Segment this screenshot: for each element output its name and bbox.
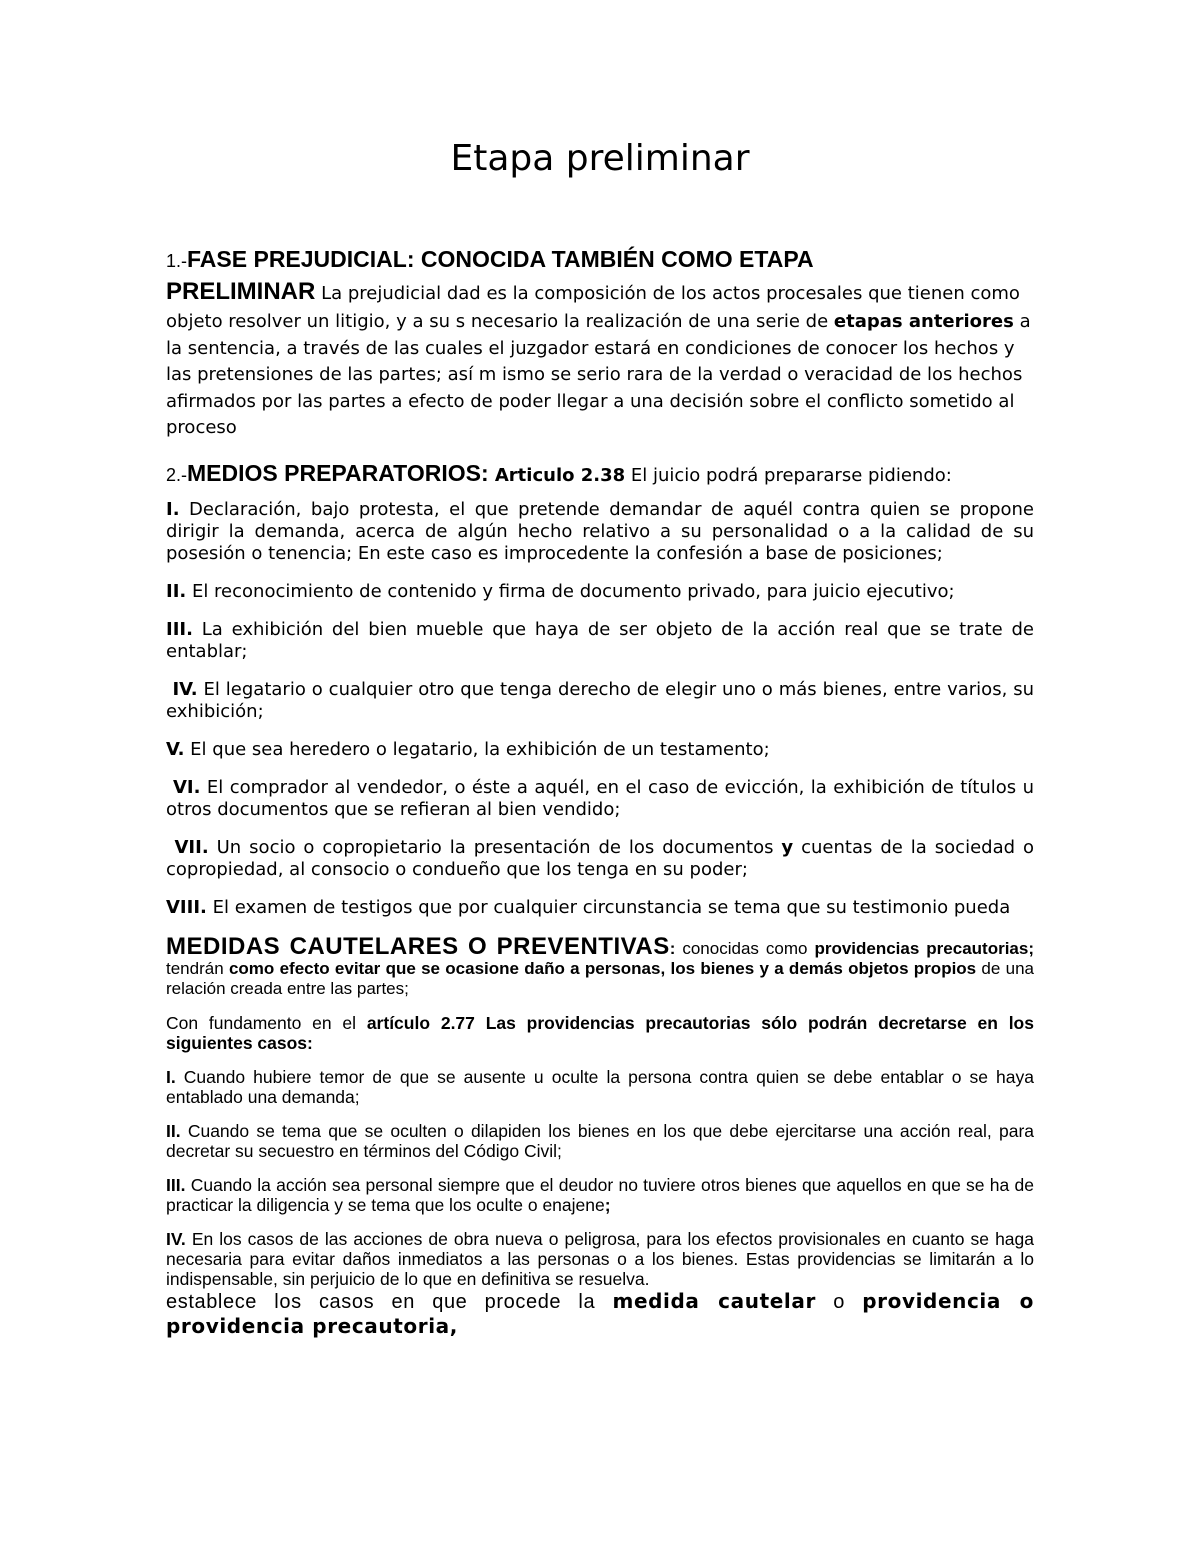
item-number: II. bbox=[166, 1120, 181, 1141]
case-item bbox=[166, 1067, 1034, 1107]
section-heading: FASE PREJUDICIAL: CONOCIDA TAMBIÉN COMO ETAPA bbox=[187, 246, 814, 272]
item-text: La exhibición del bien mueble que haya de ser objeto de la acción real que se trate de entablar; bbox=[166, 618, 1034, 662]
item-number: IV. bbox=[166, 678, 198, 700]
item-text: El legatario o cualquier otro que tenga derecho de elegir uno o más bienes, entre varios, su exhibición; bbox=[166, 678, 1034, 722]
paragraph-text: La prejudicial dad es la composición de los actos procesales que tienen como objeto resolver un litigio, y a su s necesario la realización de una serie de bbox=[166, 283, 1020, 332]
item-number: I. bbox=[166, 498, 180, 520]
article-reference: Articulo 2.38 bbox=[488, 464, 626, 486]
item-number: IV. bbox=[166, 1228, 186, 1249]
item-text: En los casos de las acciones de obra nueva o peligrosa, para los efectos provisionales en cuanto se haga necesaria para evitar daños inmediatos a las personas o a los bienes. Estas providencias se limitarán a lo indispensable, sin perjuicio de lo que en definitiva se resuelva. bbox=[166, 1228, 1034, 1289]
section-medidas-cautelares bbox=[166, 932, 1034, 999]
case-item bbox=[166, 1121, 1034, 1161]
paragraph-text: a la sentencia, a través de las cuales el juzgador estará en condiciones de conocer los hechos y las pretensiones de las partes; así m ismo se serio rara de la verdad o veracidad de los hechos afirmados por las partes a efecto de poder llegar a una decisión sobre el conflicto sometido al proceso bbox=[166, 311, 1031, 438]
paragraph-text: establece los casos en que procede la bbox=[166, 1290, 613, 1313]
item-text: Declaración, bajo protesta, el que pretende demandar de aquél contra quien se propone dirigir la demanda, acerca de algún hecho relativo a su personalidad o a la calidad de su posesión o tenencia; En este caso es improcedente la confesión a base de posiciones; bbox=[166, 498, 1034, 564]
section-number: 2.- bbox=[166, 464, 188, 485]
closing-line bbox=[166, 1288, 1034, 1338]
bold-term: medida cautelar bbox=[612, 1288, 816, 1313]
paragraph-text: de una relación creada entre las partes; bbox=[166, 958, 1034, 998]
item-number: V. bbox=[166, 738, 185, 760]
bold-term: etapas anteriores bbox=[833, 311, 1014, 332]
list-item bbox=[166, 499, 1034, 565]
section-fase-prejudicial bbox=[166, 244, 1034, 442]
bold-term: providencia o providencia precautoria, bbox=[166, 1288, 1034, 1338]
item-number: VII. bbox=[166, 836, 209, 858]
paragraph-text: o bbox=[815, 1290, 863, 1313]
item-text: El comprador al vendedor, o éste a aquél, en el caso de evicción, la exhibición de títulos u otros documentos que se refieran al bien vendido; bbox=[166, 776, 1035, 820]
item-number: I. bbox=[166, 1066, 176, 1087]
item-text: Un socio o copropietario la presentación de los documentos bbox=[208, 836, 782, 858]
list-item bbox=[166, 739, 1034, 761]
item-text: cuentas de la sociedad o copropiedad, al consocio o condueño que los tenga en su poder; bbox=[166, 836, 1034, 880]
heading-colon: : bbox=[669, 938, 676, 958]
item-number: VIII. bbox=[166, 896, 207, 918]
section-medios-preparatorios bbox=[166, 460, 1034, 489]
bold-term: y bbox=[781, 836, 794, 858]
bold-term: providencias precautorias; bbox=[814, 938, 1034, 958]
item-text: El reconocimiento de contenido y firma de documento privado, para juicio ejecutivo; bbox=[186, 580, 955, 602]
paragraph-text: conocidas como bbox=[675, 938, 815, 958]
list-item bbox=[166, 777, 1034, 821]
paragraph-text: tendrán bbox=[166, 958, 229, 978]
page-title: Etapa preliminar bbox=[450, 138, 750, 179]
paragraph-text: Con fundamento en el bbox=[166, 1012, 367, 1033]
article-intro bbox=[166, 1013, 1034, 1053]
list-item bbox=[166, 619, 1034, 663]
section-heading: MEDIDAS CAUTELARES O PREVENTIVAS bbox=[166, 932, 670, 960]
paragraph-text: El juicio podrá prepararse pidiendo: bbox=[625, 464, 952, 486]
case-item bbox=[166, 1229, 1034, 1339]
item-text: El que sea heredero o legatario, la exhibición de un testamento; bbox=[184, 738, 770, 760]
item-number: III. bbox=[166, 1174, 186, 1195]
item-text: Cuando hubiere temor de que se ausente u oculte la persona contra quien se debe entablar o se haya entablado una demanda; bbox=[166, 1066, 1034, 1107]
section-number: 1.- bbox=[166, 251, 188, 271]
list-item bbox=[166, 837, 1034, 881]
list-item bbox=[166, 897, 1034, 919]
item-text: Cuando se tema que se oculten o dilapiden los bienes en los que debe ejercitarse una acción real, para decretar su secuestro en términos del Código Civil; bbox=[166, 1120, 1034, 1161]
bold-term: ; bbox=[604, 1194, 611, 1215]
item-text: El examen de testigos que por cualquier circunstancia se tema que su testimonio pueda bbox=[206, 896, 1011, 918]
item-number: II. bbox=[166, 580, 187, 602]
list-item bbox=[166, 581, 1034, 603]
bold-term: como efecto evitar que se ocasione daño a personas, los bienes y a demás objetos propios bbox=[228, 958, 977, 978]
item-text: Cuando la acción sea personal siempre que el deudor no tuviere otros bienes que aquellos en que se ha de practicar la diligencia y se tema que los oculte o enajene bbox=[166, 1174, 1034, 1215]
section-heading: MEDIOS PREPARATORIOS: bbox=[187, 459, 489, 486]
item-number: III. bbox=[166, 618, 193, 640]
list-item bbox=[166, 679, 1034, 723]
section-heading-cont: PRELIMINAR bbox=[166, 278, 316, 305]
case-item bbox=[166, 1175, 1034, 1215]
bold-term: artículo 2.77 Las providencias precautorias sólo podrán decretarse en los siguientes casos: bbox=[166, 1012, 1034, 1053]
item-number: VI. bbox=[166, 776, 201, 798]
document-body bbox=[166, 240, 1034, 1339]
